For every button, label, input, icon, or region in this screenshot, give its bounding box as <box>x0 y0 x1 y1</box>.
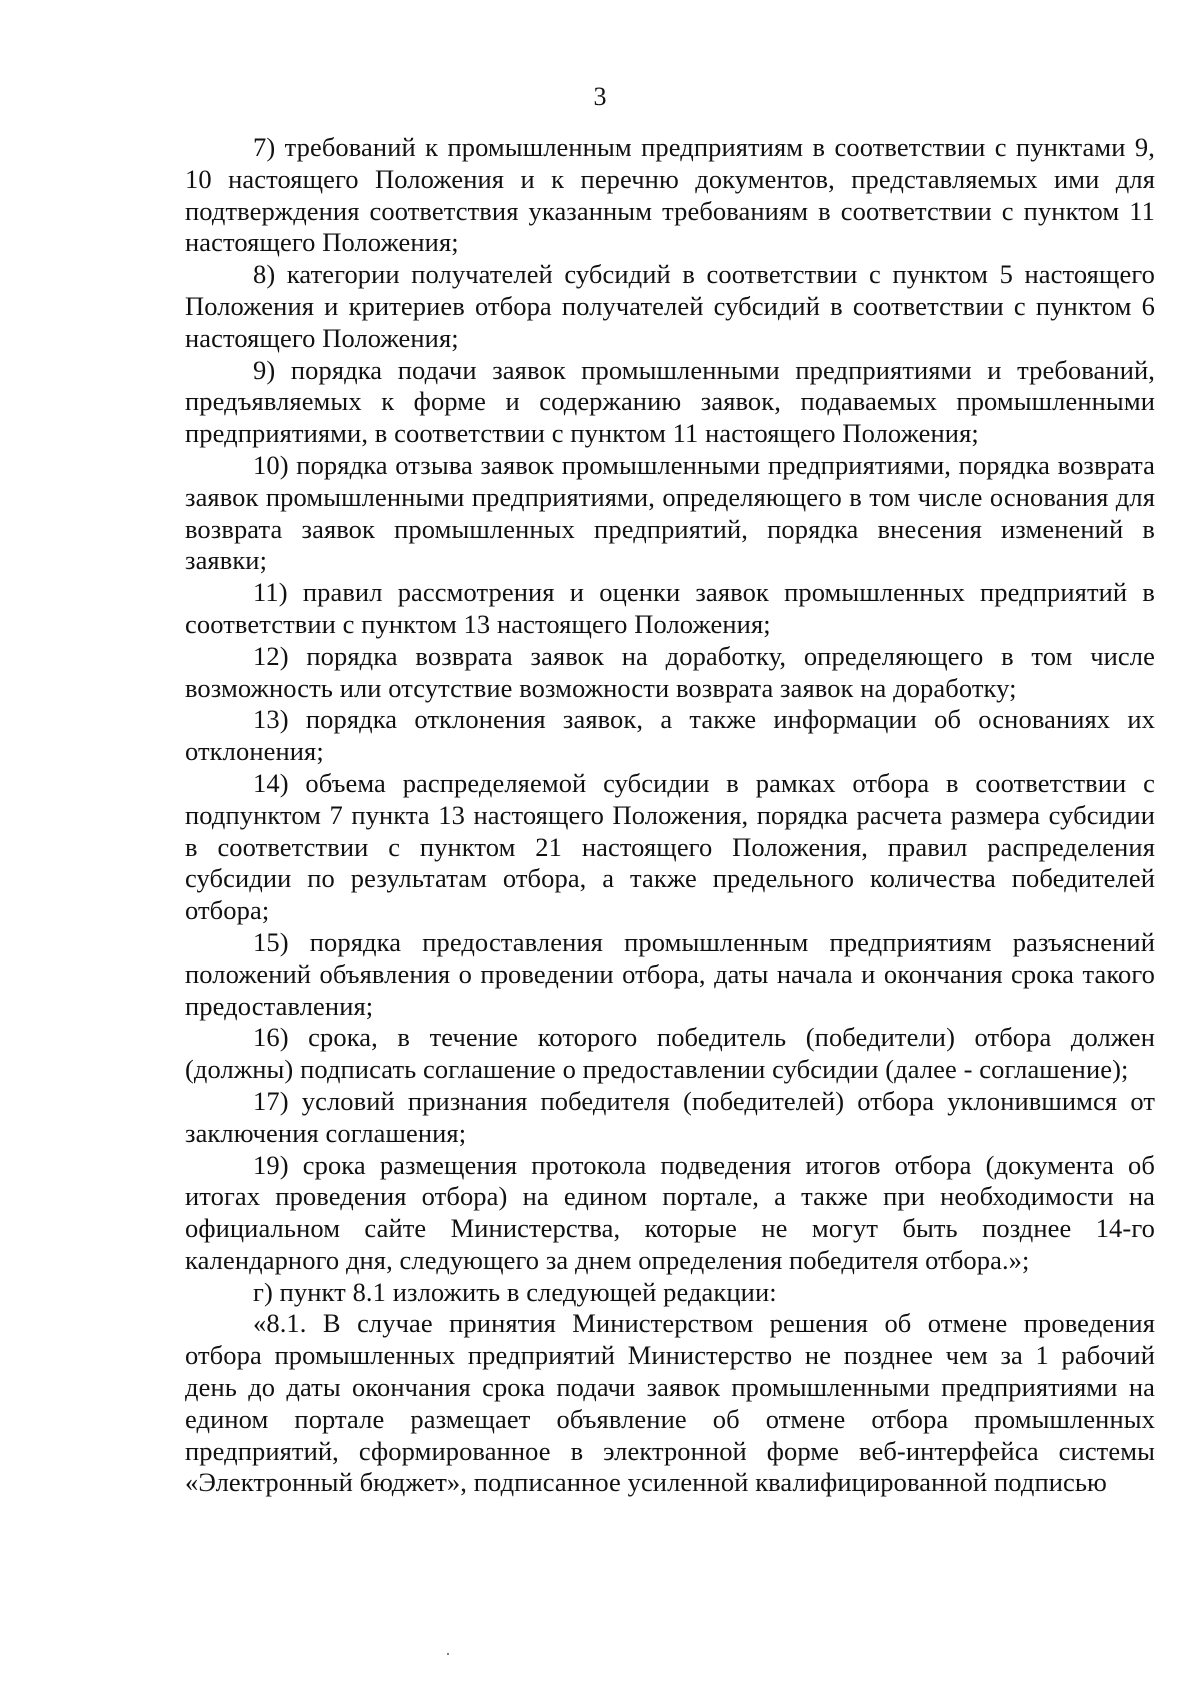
scan-speck <box>447 1653 449 1655</box>
paragraph-clause-8-1: «8.1. В случае принятия Министерством решения об отмене проведения отбора промышленных предприятий Министерство не позднее чем за 1 рабочий день до даты окончания срока подачи заявок промышленными предприятиями на едином портале размещает объявление об отмене отбора промышленных предприятий, сформированное в электронной форме веб-интерфейса системы «Электронный бюджет», подписанное усиленной квалифицированной подписью <box>185 1308 1155 1498</box>
paragraph-item-7: 7) требований к промышленным предприятиям в соответствии с пунктами 9, 10 настоящего Положения и к перечню документов, представляемых ими для подтверждения соответствия указанным требованиям в соответствии с пунктом 11 настоящего Положения; <box>185 132 1155 258</box>
page-number: 3 <box>593 82 607 111</box>
paragraph-item-11: 11) правил рассмотрения и оценки заявок промышленных предприятий в соответствии с пунктом 13 настоящего Положения; <box>185 577 1155 639</box>
paragraph-item-12: 12) порядка возврата заявок на доработку, определяющего в том числе возможность или отсутствие возможности возврата заявок на доработку; <box>185 640 1155 703</box>
paragraph-item-10: 10) порядка отзыва заявок промышленными предприятиями, порядка возврата заявок промышленными предприятиями, определяющего в том числе основания для возврата заявок промышленных предприятий, порядка внесения изменений в заявки; <box>185 449 1155 576</box>
paragraph-subitem-g: г) пункт 8.1 изложить в следующей редакции: <box>253 1276 777 1307</box>
paragraph-item-17: 17) условий признания победителя (победителей) отбора уклонившимся от заключения соглашения; <box>185 1085 1155 1148</box>
paragraph-item-14: 14) объема распределяемой субсидии в рамках отбора в соответствии с подпунктом 7 пункта 13 настоящего Положения, порядка расчета размера субсидии в соответствии с пунктом 21 настоящего Положения, правил распределения субсидии по результатам отбора, а также предельного количества победителей отбора; <box>185 767 1155 926</box>
paragraph-item-8: 8) категории получателей субсидий в соответствии с пунктом 5 настоящего Положения и критериев отбора получателей субсидий в соответствии с пунктом 6 настоящего Положения; <box>185 259 1155 353</box>
paragraph-item-16: 16) срока, в течение которого победитель (победители) отбора должен (должны) подписать соглашение о предоставлении субсидии (далее - соглашение); <box>185 1022 1155 1085</box>
paragraph-item-19: 19) срока размещения протокола подведения итогов отбора (документа об итогах проведения отбора) на едином портале, а также при необходимости на официальном сайте Министерства, которые не могут быть позднее 14-го календарного дня, следующего за днем определения победителя отбора.»; <box>185 1149 1155 1275</box>
document-body <box>185 132 1155 1499</box>
paragraph-item-15: 15) порядка предоставления промышленным предприятиям разъяснений положений объявления о проведении отбора, даты начала и окончания срока такого предоставления; <box>185 926 1155 1021</box>
paragraph-item-13: 13) порядка отклонения заявок, а также информации об основаниях их отклонения; <box>185 704 1155 767</box>
paragraph-item-9: 9) порядка подачи заявок промышленными предприятиями и требований, предъявляемых к форме и содержанию заявок, подаваемых промышленными предприятиями, в соответствии с пунктом 11 настоящего Положения; <box>185 354 1155 449</box>
